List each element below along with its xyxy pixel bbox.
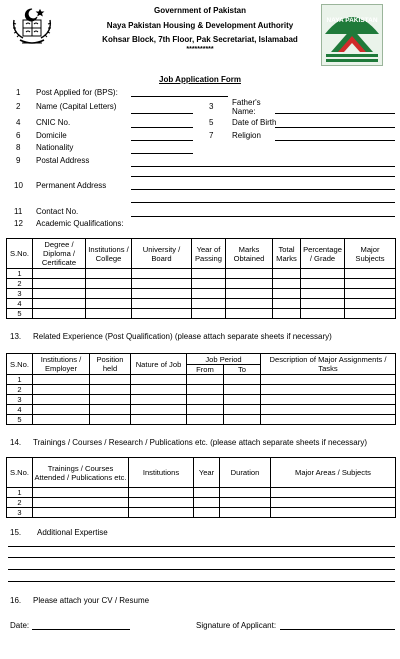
field-religion-label: Religion — [232, 131, 261, 140]
religion-input[interactable] — [275, 140, 395, 141]
table-cell[interactable] — [273, 309, 301, 319]
name-input[interactable] — [131, 113, 193, 114]
table-cell[interactable] — [261, 405, 396, 415]
table-cell[interactable] — [271, 508, 396, 518]
table-cell[interactable] — [132, 279, 192, 289]
table-cell[interactable] — [187, 415, 224, 425]
table-cell[interactable] — [33, 385, 90, 395]
field-nationality-label: Nationality — [36, 143, 74, 152]
row-number: 3 — [7, 508, 33, 518]
row-number: 2 — [7, 498, 33, 508]
table-row — [7, 299, 396, 309]
table-cell[interactable] — [132, 289, 192, 299]
table-cell[interactable] — [261, 415, 396, 425]
table-cell[interactable] — [271, 498, 396, 508]
col-header-degree: Degree / Diploma / Certificate — [33, 239, 86, 269]
table-cell[interactable] — [86, 279, 132, 289]
table-cell[interactable] — [273, 299, 301, 309]
expertise-input-line-4[interactable] — [8, 581, 395, 582]
col-header-duration: Duration — [220, 458, 271, 488]
row-number: 4 — [7, 299, 33, 309]
field-domicile-label: Domicile — [36, 131, 67, 140]
table-cell[interactable] — [187, 405, 224, 415]
table-cell[interactable] — [273, 279, 301, 289]
fathers-name-input[interactable] — [275, 113, 395, 114]
section-14-label: Trainings / Courses / Research / Publications etc. (please attach separate sheets if necessary) — [33, 438, 368, 447]
table-cell[interactable] — [224, 385, 261, 395]
table-cell[interactable] — [220, 508, 271, 518]
row-number: 2 — [7, 279, 33, 289]
header-authority: Naya Pakistan Housing & Development Authority — [106, 21, 294, 30]
header-address: Kohsar Block, 7th Floor, Pak Secretariat, Islamabad — [102, 35, 298, 44]
table-cell[interactable] — [192, 309, 226, 319]
table-cell[interactable] — [273, 289, 301, 299]
table-cell[interactable] — [86, 289, 132, 299]
table-cell[interactable] — [33, 289, 86, 299]
table-cell[interactable] — [220, 498, 271, 508]
table-cell[interactable] — [90, 405, 131, 415]
col-header-to: To — [224, 365, 261, 375]
field-8-number: 8 — [16, 143, 21, 152]
col-header-nature-of-job: Nature of Job — [131, 354, 187, 375]
table-cell[interactable] — [271, 488, 396, 498]
header-stars: ********** — [186, 46, 214, 53]
field-6-number: 6 — [16, 131, 21, 140]
table-cell[interactable] — [261, 375, 396, 385]
col-header-percentage: Percentage / Grade — [301, 239, 345, 269]
col-header-sno: S.No. — [7, 239, 33, 269]
field-2-number: 2 — [16, 102, 21, 111]
section-16-label: Please attach your CV / Resume — [33, 596, 150, 605]
section-13-label: Related Experience (Post Qualification) (please attach separate sheets if necessary) — [33, 332, 332, 341]
table-row — [7, 385, 396, 395]
table-cell[interactable] — [226, 299, 273, 309]
header-government: Government of Pakistan — [153, 6, 247, 15]
col-header-from: From — [187, 365, 224, 375]
table-cell[interactable] — [129, 498, 194, 508]
field-5-number: 5 — [209, 118, 214, 127]
table-cell[interactable] — [33, 375, 90, 385]
permanent-address-input-line-1[interactable] — [131, 189, 395, 190]
field-permanent-address-label: Permanent Address — [36, 181, 107, 190]
academic-qualifications-table — [6, 238, 396, 319]
table-cell[interactable] — [33, 299, 86, 309]
col-header-position: Position held — [90, 354, 131, 375]
field-11-number: 11 — [14, 207, 23, 216]
row-number: 2 — [7, 385, 33, 395]
table-row — [7, 279, 396, 289]
col-header-marks-obtained: Marks Obtained — [226, 239, 273, 269]
table-cell[interactable] — [192, 279, 226, 289]
col-header-major-areas: Major Areas / Subjects — [271, 458, 396, 488]
expertise-input-line-2[interactable] — [8, 557, 395, 558]
table-cell[interactable] — [261, 395, 396, 405]
field-12-number: 12 — [14, 219, 23, 228]
table-row — [7, 309, 396, 319]
table-cell[interactable] — [90, 395, 131, 405]
trainings-table — [6, 457, 396, 518]
table-cell[interactable] — [224, 375, 261, 385]
field-1-number: 1 — [16, 88, 21, 97]
experience-table — [6, 353, 396, 425]
table-cell[interactable] — [33, 269, 86, 279]
table-cell[interactable] — [129, 508, 194, 518]
field-3-number: 3 — [209, 102, 214, 111]
section-16-number: 16. — [10, 596, 22, 605]
table-cell[interactable] — [129, 488, 194, 498]
col-header-year: Year — [194, 458, 220, 488]
table-cell[interactable] — [194, 508, 220, 518]
row-number: 3 — [7, 289, 33, 299]
table-cell[interactable] — [131, 415, 187, 425]
table-cell[interactable] — [192, 289, 226, 299]
field-postal-address-label: Postal Address — [36, 156, 90, 165]
table-cell[interactable] — [131, 405, 187, 415]
col-header-job-period: Job Period — [187, 354, 261, 365]
field-academic-label: Academic Qualifications: — [36, 219, 124, 228]
table-cell[interactable] — [131, 385, 187, 395]
table-cell[interactable] — [301, 289, 345, 299]
field-cnic-label: CNIC No. — [36, 118, 71, 127]
field-fathers-name-label: Father's Name: — [232, 98, 261, 116]
expertise-input-line-1[interactable] — [8, 546, 395, 547]
table-cell[interactable] — [226, 269, 273, 279]
table-cell[interactable] — [194, 488, 220, 498]
svg-text:NAYA PAKISTAN: NAYA PAKISTAN — [326, 17, 378, 24]
col-header-university: University / Board — [132, 239, 192, 269]
table-cell[interactable] — [192, 299, 226, 309]
cnic-input[interactable] — [131, 127, 193, 128]
table-cell[interactable] — [33, 488, 129, 498]
table-row — [7, 395, 396, 405]
contact-input[interactable] — [131, 216, 395, 217]
naya-pakistan-logo — [321, 4, 383, 66]
col-header-description: Description of Major Assignments / Tasks — [261, 354, 396, 375]
table-cell[interactable] — [86, 269, 132, 279]
table-cell[interactable] — [132, 299, 192, 309]
col-header-year: Year of Passing — [192, 239, 226, 269]
col-header-major-subjects: Major Subjects — [345, 239, 396, 269]
field-post-applied-label: Post Applied for (BPS): — [36, 88, 118, 97]
table-cell[interactable] — [301, 299, 345, 309]
table-cell[interactable] — [261, 385, 396, 395]
table-row — [7, 488, 396, 498]
table-cell[interactable] — [86, 309, 132, 319]
table-cell[interactable] — [33, 508, 129, 518]
col-header-institutions: Institutions — [129, 458, 194, 488]
form-title: Job Application Form — [159, 75, 241, 84]
table-cell[interactable] — [90, 375, 131, 385]
table-cell[interactable] — [33, 279, 86, 289]
signature-label: Signature of Applicant: — [196, 621, 277, 630]
domicile-input[interactable] — [131, 140, 193, 141]
field-contact-label: Contact No. — [36, 207, 79, 216]
field-dob-label: Date of Birth — [232, 118, 277, 127]
table-cell[interactable] — [33, 309, 86, 319]
post-applied-input[interactable] — [131, 96, 228, 97]
table-row — [7, 375, 396, 385]
table-cell[interactable] — [132, 309, 192, 319]
section-13-number: 13. — [10, 332, 22, 341]
row-number: 1 — [7, 488, 33, 498]
table-cell[interactable] — [33, 415, 90, 425]
table-row — [7, 508, 396, 518]
government-emblem-logo — [10, 6, 54, 50]
section-14-number: 14. — [10, 438, 22, 447]
table-cell[interactable] — [192, 269, 226, 279]
table-cell[interactable] — [226, 279, 273, 289]
table-row — [7, 269, 396, 279]
table-cell[interactable] — [226, 309, 273, 319]
table-cell[interactable] — [345, 299, 396, 309]
table-cell[interactable] — [187, 385, 224, 395]
table-cell[interactable] — [273, 269, 301, 279]
table-cell[interactable] — [301, 279, 345, 289]
table-cell[interactable] — [224, 415, 261, 425]
row-number: 5 — [7, 415, 33, 425]
table-cell[interactable] — [86, 299, 132, 309]
table-cell[interactable] — [345, 289, 396, 299]
table-cell[interactable] — [224, 405, 261, 415]
section-15-label: Additional Expertise — [37, 528, 108, 537]
postal-address-input-line-1[interactable] — [131, 166, 395, 167]
field-10-number: 10 — [14, 181, 23, 190]
table-cell[interactable] — [194, 498, 220, 508]
table-cell[interactable] — [345, 309, 396, 319]
table-cell[interactable] — [220, 488, 271, 498]
postal-address-input-line-2[interactable] — [131, 176, 395, 177]
col-header-sno: S.No. — [7, 458, 33, 488]
table-row — [7, 498, 396, 508]
col-header-total-marks: Total Marks — [273, 239, 301, 269]
col-header-employer: Institutions / Employer — [33, 354, 90, 375]
expertise-input-line-3[interactable] — [8, 569, 395, 570]
table-row — [7, 415, 396, 425]
dob-input[interactable] — [275, 127, 395, 128]
signature-input[interactable] — [280, 629, 395, 630]
row-number: 1 — [7, 375, 33, 385]
table-cell[interactable] — [187, 395, 224, 405]
date-label: Date: — [10, 621, 30, 630]
table-cell[interactable] — [33, 395, 90, 405]
row-number: 4 — [7, 405, 33, 415]
row-number: 5 — [7, 309, 33, 319]
field-9-number: 9 — [16, 156, 21, 165]
section-15-number: 15. — [10, 528, 22, 537]
table-cell[interactable] — [90, 385, 131, 395]
table-cell[interactable] — [33, 405, 90, 415]
table-row — [7, 289, 396, 299]
table-cell[interactable] — [90, 415, 131, 425]
table-cell[interactable] — [345, 269, 396, 279]
permanent-address-input-line-2[interactable] — [131, 202, 395, 203]
row-number: 3 — [7, 395, 33, 405]
date-input[interactable] — [32, 629, 130, 630]
row-number: 1 — [7, 269, 33, 279]
table-cell[interactable] — [132, 269, 192, 279]
col-header-institution: Institutions / College — [86, 239, 132, 269]
table-cell[interactable] — [226, 289, 273, 299]
field-4-number: 4 — [16, 118, 21, 127]
field-7-number: 7 — [209, 131, 214, 140]
col-header-sno: S.No. — [7, 354, 33, 375]
table-cell[interactable] — [301, 309, 345, 319]
table-cell[interactable] — [345, 279, 396, 289]
col-header-trainings: Trainings / Courses Attended / Publications etc. — [33, 458, 129, 488]
nationality-input[interactable] — [131, 153, 193, 154]
table-cell[interactable] — [131, 375, 187, 385]
field-name-label: Name (Capital Letters) — [36, 102, 117, 111]
table-cell[interactable] — [187, 375, 224, 385]
table-cell[interactable] — [131, 395, 187, 405]
table-cell[interactable] — [33, 498, 129, 508]
table-row — [7, 405, 396, 415]
table-cell[interactable] — [224, 395, 261, 405]
table-cell[interactable] — [301, 269, 345, 279]
